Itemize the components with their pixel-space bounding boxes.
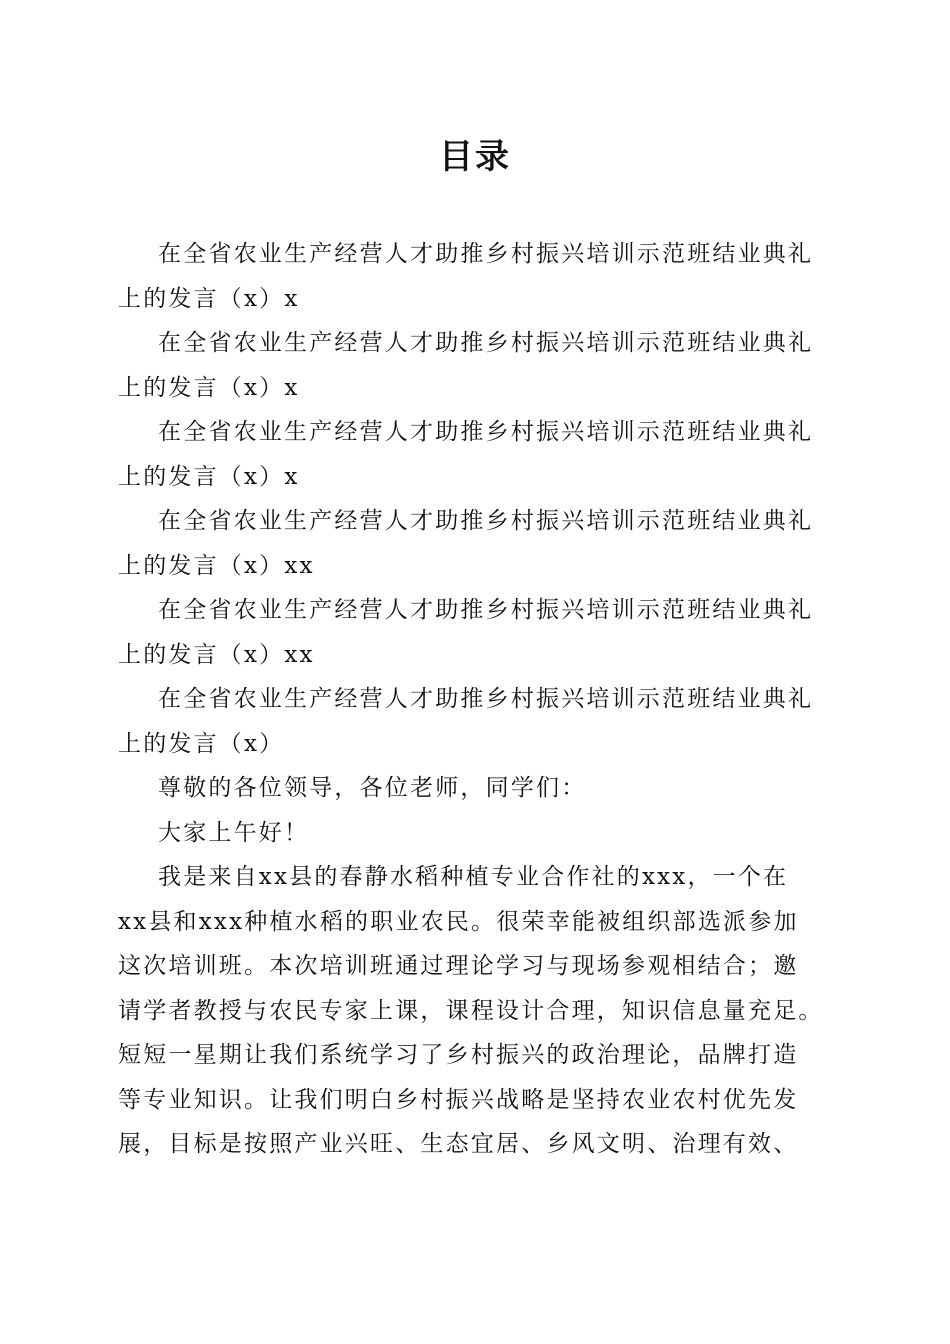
toc-entry-line2: 上的发言（x）x (118, 374, 300, 401)
paragraph-line: 请学者教授与农民专家上课，课程设计合理，知识信息量充足。 (118, 997, 824, 1024)
paragraph-line: 展，目标是按照产业兴旺、生态宜居、乡风文明、治理有效、 (118, 1131, 799, 1157)
table-of-contents (118, 232, 838, 766)
page-title: 目录 (439, 137, 511, 177)
speech-body (118, 766, 848, 1167)
toc-entry-line2: 上的发言（x）xx (118, 641, 315, 668)
toc-entry-line2: 上的发言（x） (118, 730, 285, 757)
toc-entry-line1: 在全省农业生产经营人才助推乡村振兴培训示范班结业典礼 (158, 419, 814, 445)
paragraph-line: xx县和xxx种植水稻的职业农民。很荣幸能被组织部选派参加 (118, 908, 799, 935)
toc-entry[interactable] (118, 410, 838, 499)
paragraph-line: 等专业知识。让我们明白乡村振兴战略是坚持农业农村优先发 (118, 1086, 799, 1113)
toc-entry-line1: 在全省农业生产经营人才助推乡村振兴培训示范班结业典礼 (158, 241, 814, 267)
toc-entry-line1: 在全省农业生产经营人才助推乡村振兴培训示范班结业典礼 (158, 597, 814, 623)
toc-entry-line1: 在全省农业生产经营人才助推乡村振兴培训示范班结业典礼 (158, 508, 814, 534)
toc-entry-line2: 上的发言（x）x (118, 285, 300, 312)
toc-entry[interactable] (118, 499, 838, 588)
toc-entry-line2: 上的发言（x）xx (118, 552, 315, 579)
toc-entry[interactable] (118, 232, 838, 321)
toc-entry[interactable] (118, 321, 838, 410)
toc-entry-line1: 在全省农业生产经营人才助推乡村振兴培训示范班结业典礼 (158, 330, 814, 356)
toc-entry[interactable] (118, 677, 838, 766)
paragraph-line: 这次培训班。本次培训班通过理论学习与现场参观相结合；邀 (118, 953, 799, 979)
toc-entry-line2: 上的发言（x）x (118, 463, 300, 490)
toc-entry-line1: 在全省农业生产经营人才助推乡村振兴培训示范班结业典礼 (158, 686, 814, 712)
salutation: 尊敬的各位领导，各位老师，同学们： (158, 775, 587, 801)
greeting: 大家上午好！ (158, 819, 310, 846)
paragraph-line: 我是来自xx县的春静水稻种植专业合作社的xxx，一个在 (158, 864, 789, 890)
toc-entry[interactable] (118, 588, 838, 677)
paragraph-line: 短短一星期让我们系统学习了乡村振兴的政治理论，品牌打造 (118, 1042, 799, 1068)
intro-paragraph (118, 855, 848, 1167)
